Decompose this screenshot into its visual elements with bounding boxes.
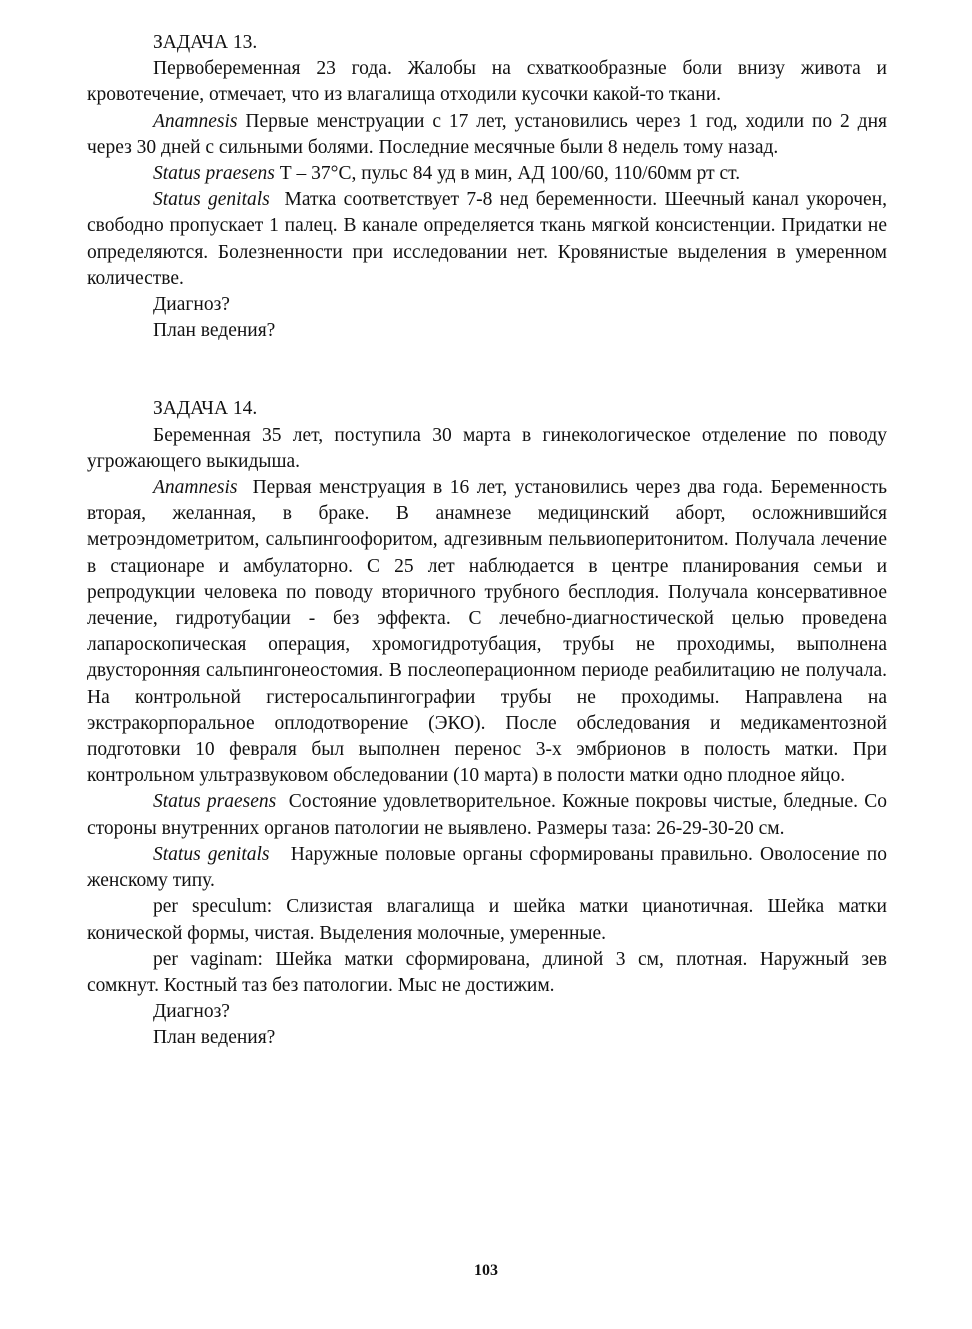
task-13-status-genitals: [87, 187, 887, 292]
anamnesis-text: Первые менструации с 17 лет, установились через 1 год, ходили по 2 дня через 30 дней с сильными болями. Последние месячные были 8 недель тому назад.: [87, 110, 887, 158]
task-14-per-speculum: per speculum: Слизистая влагалища и шейка матки цианотичная. Шейка матки конической формы, чистая. Выделения молочные, умеренные.: [87, 896, 887, 944]
status-genitals-label: Status genitals: [153, 843, 270, 865]
status-genitals-text: Матка соответствует 7-8 нед беременности. Шеечный канал укорочен, свободно пропускает 1 палец. В канале определяется ткань мягкой консистенции. Придатки не определяются. Болезненности при исследовании нет. Кровянистые выделения в умеренном количестве.: [87, 189, 888, 289]
task-14-per-vaginam: per vaginam: Шейка матки сформирована, длиной 3 см, плотная. Наружный зев сомкнут. Костный таз без патологии. Мыс не достижим.: [87, 948, 887, 996]
task-14-status-praesens: [87, 789, 887, 841]
task-14-status-genitals: [87, 842, 887, 894]
task-13-status-praesens: [87, 161, 887, 187]
page-number: 103: [474, 1262, 498, 1279]
document-page: [87, 30, 887, 1052]
section-gap: [87, 344, 887, 396]
anamnesis-text: Первая менструация в 16 лет, установились через два года. Беременность вторая, желанная, в браке. В анамнезе медицинский аборт, осложнившийся метроэндометритом, сальпингоофоритом, адгезивным пельвиоперитонитом. Получала лечение в стационаре и амбулаторно. С 25 лет наблюдается в центре планирования семьи и репродукции человека по поводу вторичного трубного бесплодия. Получала консервативное лечение, гидротубации - без эффекта. С лечебно-диагностической целью проведена лапароскопическая операция, хромогидротубация, трубы не проходимы, выполнена двусторонняя сальпингонеостомия. В послеоперационном периоде реабилитацию не получала. На контрольной гистеросальпингографии трубы не проходимы. Направлена на экстракорпоральное оплодотворение (ЭКО). После обследования и медикаментозной подготовки 10 февраля был выполнен перенос 3-х эмбрионов в полость матки. При контрольном ультразвуковом обследовании (10 марта) в полости матки одно плодное яйцо.: [87, 477, 887, 787]
task-14-question-diagnosis: Диагноз?: [153, 1001, 230, 1023]
task-13-question-plan: План ведения?: [153, 320, 276, 342]
anamnesis-label: Anamnesis: [153, 110, 238, 132]
task-13-anamnesis: [87, 109, 887, 161]
status-genitals-text: Наружные половые органы сформированы правильно. Оволосение по женскому типу.: [87, 843, 887, 892]
task-14-title: ЗАДАЧА 14.: [153, 398, 258, 420]
status-praesens-text: Состояние удовлетворительное. Кожные покровы чистые, бледные. Со стороны внутренних органов патологии не выявлено. Размеры таза: 26-29-30-20 см.: [87, 791, 888, 839]
task-14-intro: Беременная 35 лет, поступила 30 марта в гинекологическое отделение по поводу угрожающего выкидыша.: [87, 424, 887, 472]
task-13-complaints: Первобеременная 23 года. Жалобы на схваткообразные боли внизу живота и кровотечение, отмечает, что из влагалища отходили кусочки какой-то ткани.: [87, 58, 887, 106]
status-genitals-label: Status genitals: [153, 189, 270, 211]
status-praesens-label: Status praesens: [153, 791, 277, 813]
anamnesis-label: Anamnesis: [153, 477, 238, 499]
task-13-title: ЗАДАЧА 13.: [153, 32, 258, 53]
task-13-question-diagnosis: Диагноз?: [153, 294, 230, 316]
task-14-anamnesis: [87, 475, 887, 789]
status-praesens-label: Status praesens: [153, 163, 275, 185]
status-praesens-text: Т – 37°С, пульс 84 уд в мин, АД 100/60, 110/60мм рт ст.: [279, 163, 741, 185]
task-14-question-plan: План ведения?: [153, 1027, 276, 1049]
